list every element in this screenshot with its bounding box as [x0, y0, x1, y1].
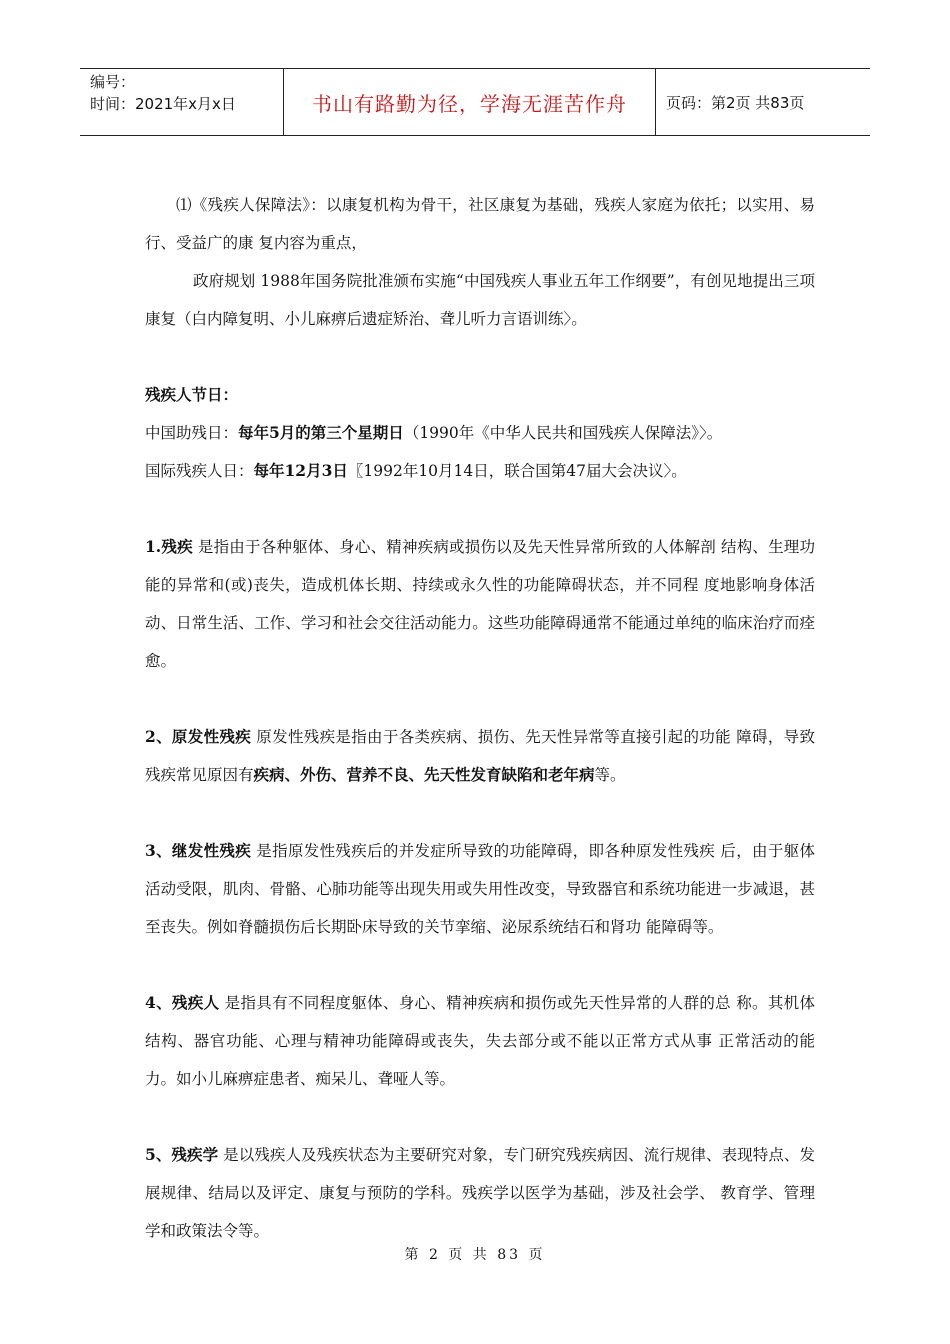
holiday-international-note: 〖1992年10月14日，联合国第47届大会决议〉。 — [347, 462, 687, 480]
holiday-international — [145, 452, 815, 490]
definition-text: 原发性残疾是指由于各类疾病、损伤、先天性异常等直接引起的功能 障碍，导致残疾常见原因有 — [145, 728, 815, 784]
holiday-international-label: 国际残疾人日： — [145, 462, 254, 480]
definition-term: 1.残疾 — [145, 537, 193, 556]
definition-text: 是指原发性残疾后的并发症所导致的功能障碍，即各种原发性残疾 后，由于躯体活动受限，肌肉、骨骼、心肺功能等出现失用或失用性改变，导致器官和系统功能进一步减退，甚至丧失。例如脊髓损伤后长期卧床导致的关节挛缩、泌尿系统结石和肾功 能障碍等。 — [145, 842, 815, 936]
holiday-china-date: 每年5月的第三个星期日 — [238, 423, 404, 442]
document-time-label: 时间：2021年x月x日 — [90, 95, 236, 113]
definition-causes: 疾病、外伤、营养不良、先天性发育缺陷和老年病 — [253, 765, 595, 784]
definition-term: 5、残疾学 — [145, 1145, 219, 1164]
definition-text: 是以残疾人及残疾状态为主要研究对象，专门研究残疾病因、流行规律、表现特点、发展规律、结局以及评定、康复与预防的学科。残疾学以医学为基础，涉及社会学、 教育学、管理学和政策法令等。 — [145, 1146, 815, 1240]
definition-text-end: 等。 — [594, 766, 626, 784]
definition-primary-disability — [145, 718, 815, 794]
holidays-heading — [145, 376, 815, 414]
definition-disabled-person — [145, 984, 815, 1098]
definition-term: 4、残疾人 — [145, 993, 220, 1012]
holidays-title: 残疾人节日： — [145, 385, 239, 404]
header-motto: 书山有路勤为径，学海无涯苦作舟 — [283, 69, 656, 135]
holiday-china — [145, 414, 815, 452]
document-body — [145, 186, 815, 1250]
header-meta — [80, 69, 283, 135]
page-header — [80, 68, 870, 136]
paragraph-government-plan: 政府规划 1988年国务院批准颁布实施“中国残疾人事业五年工作纲要”，有创见地提出三项康复（白内障复明、小儿麻痹后遗症矫治、聋儿听力言语训练〉。 — [145, 272, 815, 328]
page-footer-number: 第 2 页 共 83 页 — [404, 1247, 546, 1263]
definition-term: 2、原发性残疾 — [145, 727, 252, 746]
header-page-number: 页码：第2页 共83页 — [666, 93, 805, 112]
definition-secondary-disability — [145, 832, 815, 946]
holiday-china-label: 中国助残日： — [145, 424, 239, 442]
document-number-label: 编号： — [90, 73, 136, 91]
definition-term: 3、继发性残疾 — [145, 841, 252, 860]
definition-disability-studies — [145, 1136, 815, 1250]
definition-disability — [145, 528, 815, 680]
holiday-china-note: （1990年《中华人民共和国残疾人保障法》〉。 — [403, 424, 723, 442]
definition-text: 是指由于各种躯体、身心、精神疾病或损伤以及先天性异常所致的人体解剖 结构、生理功能的异常和(或)丧失，造成机体长期、持续或永久性的功能障碍状态，并不同程 度地影响身体活动、日常生活、工作、学习和社会交往活动能力。这些功能障碍通常不能通过单纯的临床治疗而痊愈。 — [145, 538, 816, 670]
definition-text: 是指具有不同程度躯体、身心、精神疾病和损伤或先天性异常的人群的总 称。其机体结构、器官功能、心理与精神功能障碍或丧失，失去部分或不能以正常方式从事 正常活动的能力。如小儿麻痹症患者、痴呆儿、聋哑人等。 — [145, 994, 815, 1088]
paragraph-protection-law: ⑴《残疾人保障法》：以康复机构为骨干，社区康复为基础，残疾人家庭为依托；以实用、易行、受益广的康 复内容为重点， — [145, 196, 815, 252]
holiday-international-date: 每年12月3日 — [253, 461, 348, 480]
